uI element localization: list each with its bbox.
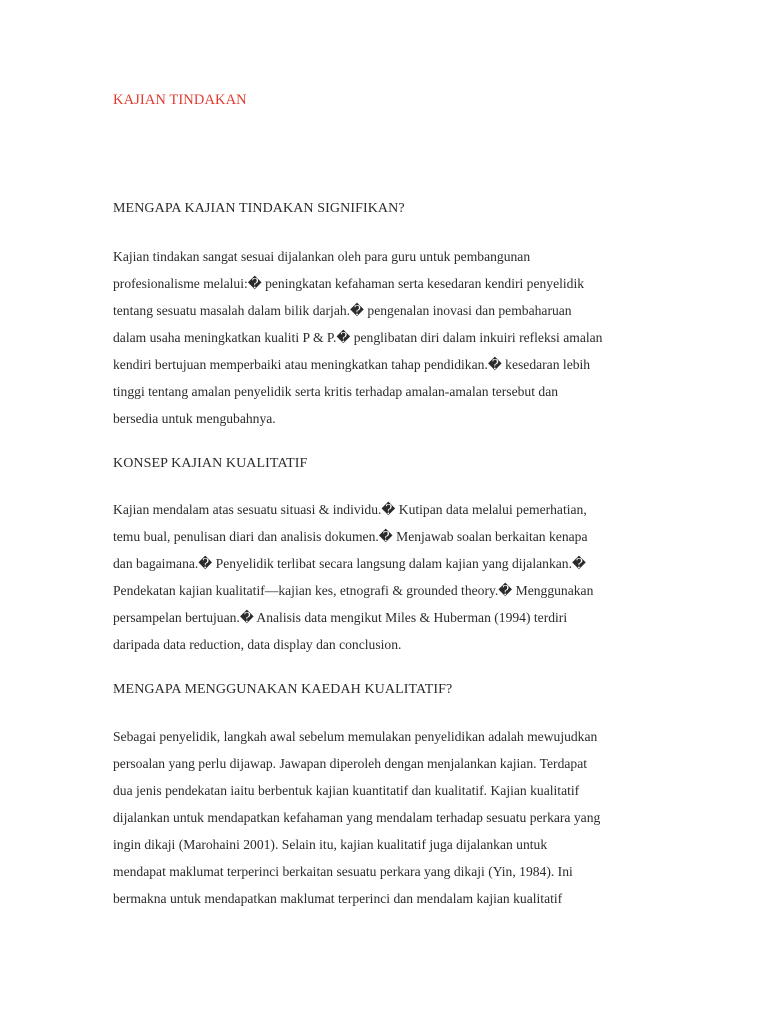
paragraph-line: mendapat maklumat terperinci berkaitan sesuatu perkara yang dikaji (Yin, 1984). Ini (113, 864, 573, 879)
paragraph-line: Kajian tindakan sangat sesuai dijalankan oleh para guru untuk pembangunan (113, 249, 531, 264)
paragraph-line: persampelan bertujuan.� Analisis data mengikut Miles & Huberman (1994) terdiri (113, 610, 568, 625)
section-paragraph-konsep (113, 496, 661, 658)
paragraph-line: dua jenis pendekatan iaitu berbentuk kajian kuantitatif dan kualitatif. Kajian kualitatif (113, 783, 580, 798)
section-paragraph-signifikan (113, 243, 661, 432)
paragraph-line: tentang sesuatu masalah dalam bilik darjah.� pengenalan inovasi dan pembaharuan (113, 303, 572, 318)
paragraph-line: Sebagai penyelidik, langkah awal sebelum memulakan penyelidikan adalah mewujudkan (113, 729, 598, 744)
paragraph-line: tinggi tentang amalan penyelidik serta kritis terhadap amalan-amalan tersebut dan (113, 384, 559, 399)
section-heading-kaedah: MENGAPA MENGGUNAKAN KAEDAH KUALITATIF? (113, 682, 453, 697)
paragraph-line: dan bagaimana.� Penyelidik terlibat secara langsung dalam kajian yang dijalankan.� (113, 556, 586, 571)
paragraph-line: kendiri bertujuan memperbaiki atau meningkatkan tahap pendidikan.� kesedaran lebih (113, 357, 591, 372)
section-heading-signifikan: MENGAPA KAJIAN TINDAKAN SIGNIFIKAN? (113, 201, 405, 216)
paragraph-line: dijalankan untuk mendapatkan kefahaman yang mendalam terhadap sesuatu perkara yang (113, 810, 601, 825)
section-paragraph-kaedah (113, 723, 661, 912)
paragraph-line: ingin dikaji (Marohaini 2001). Selain itu, kajian kualitatif juga dijalankan untuk (113, 837, 548, 852)
paragraph-line: profesionalisme melalui:� peningkatan kefahaman serta kesedaran kendiri penyelidik (113, 276, 585, 291)
paragraph-line: temu bual, penulisan diari dan analisis dokumen.� Menjawab soalan berkaitan kenapa (113, 529, 588, 544)
document-title: KAJIAN TINDAKAN (113, 92, 247, 108)
paragraph-line: dalam usaha meningkatkan kualiti P & P.� penglibatan diri dalam inkuiri refleksi amalan (113, 330, 603, 345)
paragraph-line: bersedia untuk mengubahnya. (113, 411, 276, 426)
paragraph-line: Pendekatan kajian kualitatif—kajian kes, etnografi & grounded theory.� Menggunakan (113, 583, 594, 598)
paragraph-line: bermakna untuk mendapatkan maklumat terperinci dan mendalam kajian kualitatif (113, 891, 563, 906)
paragraph-line: persoalan yang perlu dijawap. Jawapan diperoleh dengan menjalankan kajian. Terdapat (113, 756, 588, 771)
paragraph-line: Kajian mendalam atas sesuatu situasi & individu.� Kutipan data melalui pemerhatian, (113, 502, 587, 517)
paragraph-line: daripada data reduction, data display dan conclusion. (113, 637, 402, 652)
section-heading-konsep: KONSEP KAJIAN KUALITATIF (113, 456, 308, 471)
